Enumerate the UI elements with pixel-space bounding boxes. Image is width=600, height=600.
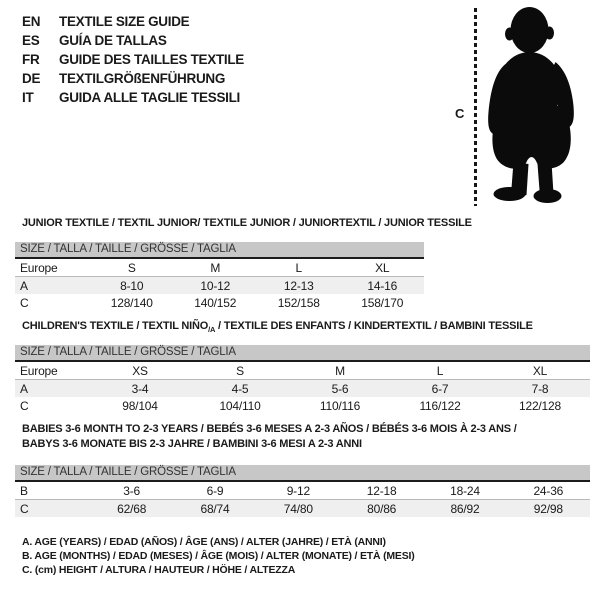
cell: 10-12 [200,278,231,293]
language-code: FR [22,52,40,67]
cell: 18-24 [450,483,480,498]
table-row [15,259,424,277]
cell: 98/104 [122,398,158,413]
table-row [15,362,590,380]
cell: 104/110 [219,398,261,413]
language-row-it [22,88,244,107]
cell: 92/98 [533,501,563,516]
cell: 140/152 [194,295,237,310]
table-row [15,380,590,397]
language-title: GUIDE DES TAILLES TEXTILE [59,52,245,67]
cell: L [295,260,302,275]
cell: 122/128 [519,398,561,413]
cell: 116/122 [419,398,461,413]
language-title: TEXTILGRÖßENFÜHRUNG [59,71,226,86]
language-title: GUÍA DE TALLAS [59,33,167,48]
language-title: GUIDA ALLE TAGLIE TESSILI [59,90,240,105]
cell: 74/80 [283,501,313,516]
footnote-b: B. AGE (MONTHS) / EDAD (MESES) / ÂGE (MOIS) / ALTER (MONATE) / ETÀ (MESI) [22,550,415,562]
cell: 158/170 [361,295,404,310]
cell: 5-6 [331,381,349,396]
height-measure-label: C [455,106,465,121]
babies-size-table [15,465,590,517]
children-size-table [15,345,590,414]
size-header-bar: SIZE / TALLA / TAILLE / GRÖSSE / TAGLIA [15,345,590,362]
language-code: IT [22,90,34,105]
table-row [15,482,590,500]
cell: 110/116 [319,398,361,413]
title-line: BABIES 3-6 MONTH TO 2-3 YEARS / BEBÉS 3-6 MESES A 2-3 AÑOS / BÉBÉS 3-6 MOIS À 2-3 ANS / [22,423,517,435]
row-label: C [20,501,29,516]
table-row [15,294,424,311]
language-row-en [22,12,244,31]
footnote-c: C. (cm) HEIGHT / ALTURA / HAUTEUR / HÖHE / ALTEZZA [22,564,296,576]
row-label: A [20,381,28,396]
table-row [15,500,590,517]
children-table-title [22,320,533,334]
table-row [15,397,590,414]
title-line: BABYS 3-6 MONATE BIS 2-3 JAHRE / BAMBINI 3-6 MESI A 2-3 ANNI [22,437,362,450]
row-label: B [20,483,28,498]
language-row-de [22,69,244,88]
cell: L [436,363,444,378]
cell: S [236,363,244,378]
title-text: / TEXTILE DES ENFANTS / KINDERTEXTIL / BAMBINI TESSILE [215,320,533,332]
size-header-bar: SIZE / TALLA / TAILLE / GRÖSSE / TAGLIA [15,465,590,482]
cell: 3-6 [123,483,141,498]
row-label: Europe [20,260,58,275]
row-label: Europe [20,363,58,378]
cell: XL [375,260,390,275]
language-title: TEXTILE SIZE GUIDE [59,14,190,29]
row-label: C [20,398,29,413]
language-row-es [22,31,244,50]
footnotes [22,535,415,577]
cell: 9-12 [286,483,310,498]
cell: 6-9 [206,483,224,498]
language-title-list [22,12,244,107]
cell: 14-16 [367,278,398,293]
cell: 80/86 [367,501,397,516]
cell: 8-10 [120,278,144,293]
size-header-bar: SIZE / TALLA / TAILLE / GRÖSSE / TAGLIA [15,242,424,259]
cell: 12-13 [283,278,314,293]
cell: M [335,363,345,378]
title-subscript: /A [208,325,216,335]
cell: XS [132,363,148,378]
cell: 86/92 [450,501,480,516]
row-label: A [20,278,28,293]
title-text: CHILDREN'S TEXTILE / TEXTIL NIÑO [22,320,209,332]
table-row [15,277,424,294]
cell: 7-8 [531,381,549,396]
cell: 4-5 [231,381,249,396]
cell: 3-4 [131,381,149,396]
toddler-silhouette [484,6,579,206]
cell: 24-36 [533,483,564,498]
cell: 6-7 [431,381,449,396]
height-dotted-line [474,8,477,206]
cell: 128/140 [110,295,153,310]
cell: 152/158 [277,295,320,310]
cell: 62/68 [117,501,147,516]
language-code: EN [22,14,41,29]
babies-table-title [22,422,517,451]
cell: 12-18 [366,483,397,498]
cell: XL [532,363,548,378]
language-code: DE [22,71,41,86]
junior-table-title: JUNIOR TEXTILE / TEXTIL JUNIOR/ TEXTILE JUNIOR / JUNIORTEXTIL / JUNIOR TESSILE [22,217,472,229]
cell: 68/74 [200,501,230,516]
row-label: C [20,295,29,310]
language-row-fr [22,50,244,69]
junior-size-table [15,242,424,311]
cell: M [210,260,221,275]
cell: S [127,260,136,275]
language-code: ES [22,33,40,48]
footnote-a: A. AGE (YEARS) / EDAD (AÑOS) / ÂGE (ANS) / ALTER (JAHRE) / ETÀ (ANNI) [22,536,386,548]
